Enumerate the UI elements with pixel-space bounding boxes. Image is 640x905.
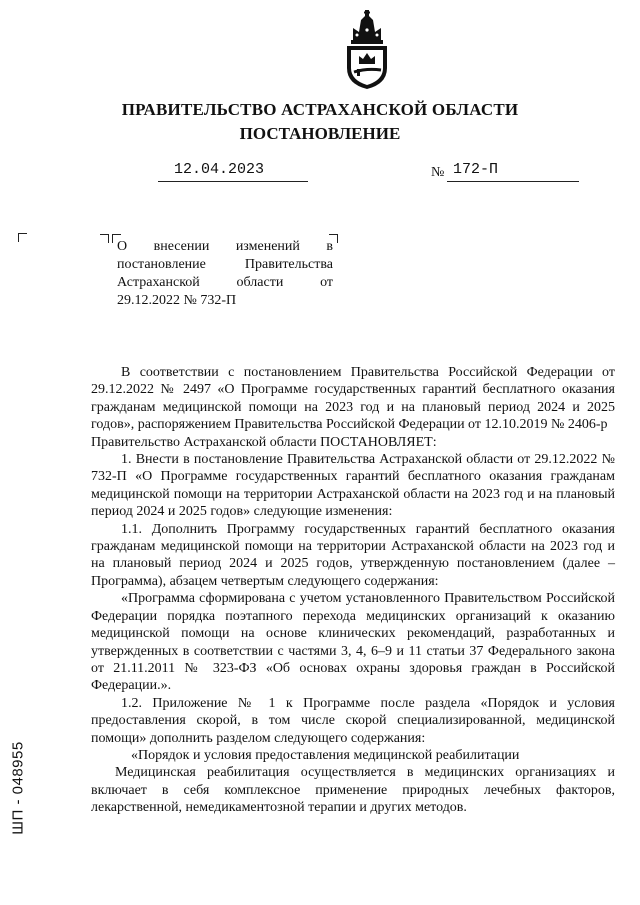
government-title: ПРАВИТЕЛЬСТВО АСТРАХАНСКОЙ ОБЛАСТИ [121,100,519,119]
subject-corner-mark-left-outer [100,234,109,243]
document-subject: О внесении изменений в постановление Правительства Астраханской области от 29.12.2022 № 732-П [117,239,333,308]
document-number: 172-П [453,161,499,178]
item-1-paragraph: 1. Внести в постановление Правительства Астраханской области от 29.12.2022 № 732-П «О Программе государственных гарантий бесплатного оказания гражданам медицинской помощи на территории Астраханской области на 2023 год и на плановый период 2024 и 2025 годов» следующие изменения: [91,452,615,520]
rehabilitation-paragraph: Медицинская реабилитация осуществляется в медицинских организациях и включает в себя комплексное применение природных лечебных факторов, лекарственной, немедикаментозной терапии и других методов. [91,765,615,816]
number-sign: № [431,165,445,180]
document-date: 12.04.2023 [174,161,265,178]
preamble-paragraph: В соответствии с постановлением Правительства Российской Федерации от 29.12.2022 № 2497 «О Программе государственных гарантий бесплатного оказания гражданам медицинской помощи на 2023 год и на плановый период 2024 и 2025 годов», распоряжением Правительства Российской Федерации от 12.10.2019 № 2406-р [91,365,615,433]
item-1-1-paragraph: 1.1. Дополнить Программу государственных гарантий бесплатного оказания гражданам медицинской помощи на территории Астраханской области на 2023 год и на плановый период 2024 и 2025 годов, утвержденную постановлением (далее – Программа), абзацем четвертым следующего содержания: [91,521,615,589]
resolution-paragraph: Правительство Астраханской области ПОСТАНОВЛЯЕТ: [91,434,437,450]
document-body [91,364,615,817]
document-type: ПОСТАНОВЛЕНИЕ [239,124,401,143]
margin-serial-text: ШП - 048955 [9,741,27,835]
item-1-2-paragraph: 1.2. Приложение № 1 к Программе после раздела «Порядок и условия предоставления скорой, в том числе скорой специализированной, медицинской помощи» дополнить разделом следующего содержания: [91,695,615,746]
section-heading-paragraph: «Порядок и условия предоставления медицинской реабилитации [131,747,520,763]
date-underline [158,181,308,182]
margin-corner-mark [18,233,27,242]
coat-of-arms-icon [339,10,395,90]
quoted-paragraph: «Программа сформирована с учетом установленного Правительством Российской Федерации порядка поэтапного перехода медицинских организаций к оказанию медицинской помощи на основе клинических рекомендаций, разработанных и утвержденных в соответствии с частями 3, 4, 6–9 и 11 статьи 37 Федерального закона от 21.11.2011 № 323-ФЗ «Об основах охраны здоровья граждан в Российской Федерации.». [91,591,615,694]
margin-serial-stamp [6,728,30,848]
number-underline [447,181,579,182]
